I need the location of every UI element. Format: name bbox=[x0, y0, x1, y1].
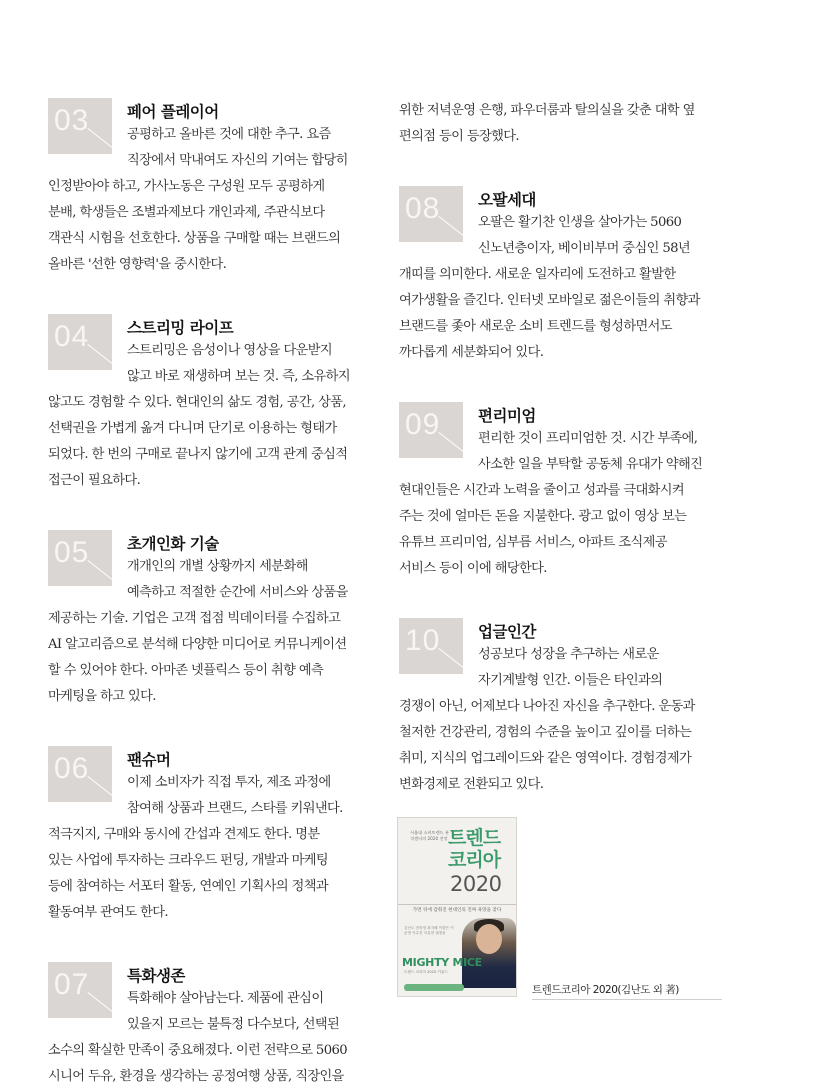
entry-line: 제공하는 기술. 기업은 고객 접점 빅데이터를 수집하고 bbox=[48, 611, 341, 626]
entry-line: 활동여부 관여도 한다. bbox=[48, 905, 169, 920]
entry-line: 변화경제로 전환되고 있다. bbox=[399, 777, 544, 792]
entry-line: 브랜드를 좇아 새로운 소비 트렌드를 형성하면서도 bbox=[399, 319, 672, 334]
book-cover-band bbox=[404, 984, 464, 991]
entry-line: 할 수 있어야 한다. 아마존 넷플릭스 등이 취향 예측 bbox=[48, 663, 324, 678]
entry-line: 경쟁이 아닌, 어제보다 나아진 자신을 추구한다. 운동과 bbox=[399, 699, 695, 714]
keyword-entry bbox=[399, 186, 724, 366]
keyword-entry bbox=[48, 98, 373, 278]
keyword-entry bbox=[399, 618, 724, 798]
entry-title: 스트리밍 라이프 bbox=[127, 319, 234, 337]
entry-line: 않고 바로 재생하며 보는 것. 즉, 소유하지 bbox=[127, 369, 350, 384]
entry-title: 팬슈머 bbox=[127, 751, 171, 769]
book-cover-small-text: 서울대 소비트렌드 분석센터의 2020 전망 bbox=[410, 830, 450, 841]
number-box bbox=[48, 746, 112, 802]
keyword-entry bbox=[48, 530, 373, 710]
entry-line: 있을지 모르는 불특정 다수보다, 선택된 bbox=[127, 1017, 340, 1032]
number-box bbox=[48, 530, 112, 586]
number-box bbox=[48, 98, 112, 154]
entry-number: 07 bbox=[54, 968, 90, 1001]
entry-title: 페어 플레이어 bbox=[127, 103, 219, 121]
book-cover-authors: 김난도 전미영 최지혜 이향은 이준영 이수진 서유현 권정윤 bbox=[404, 926, 454, 935]
entry-number: 08 bbox=[405, 192, 441, 225]
entry-line: 신노년층이자, 베이비부머 중심인 58년 bbox=[478, 241, 691, 256]
continued-line: 편의점 등이 등장했다. bbox=[399, 129, 520, 144]
entry-line: 개개인의 개별 상황까지 세분화해 bbox=[127, 559, 308, 574]
entry-line: 취미, 지식의 업그레이드와 같은 영역이다. 경험경제가 bbox=[399, 751, 692, 766]
entry-number: 10 bbox=[405, 624, 441, 657]
entry-line: 등에 참여하는 서포터 활동, 연예인 기획사의 정책과 bbox=[48, 879, 329, 894]
entry-line: 특화해야 살아남는다. 제품에 관심이 bbox=[127, 991, 324, 1006]
entry-line: 개띠를 의미한다. 새로운 일자리에 도전하고 활발한 bbox=[399, 267, 676, 282]
entry-line: 유튜브 프리미엄, 심부름 서비스, 아파트 조식제공 bbox=[399, 535, 667, 550]
entry-number: 09 bbox=[405, 408, 441, 441]
book-cover-year: 2020 bbox=[450, 872, 502, 896]
number-box bbox=[48, 314, 112, 370]
entry-line: 예측하고 적절한 순간에 서비스와 상품을 bbox=[127, 585, 348, 600]
entry-line: 객관식 시험을 선호한다. 상품을 구매할 때는 브랜드의 bbox=[48, 231, 341, 246]
entry-line: 참여해 상품과 브랜드, 스타를 키워낸다. bbox=[127, 801, 343, 816]
entry-title: 초개인화 기술 bbox=[127, 535, 219, 553]
number-box-slash bbox=[438, 648, 463, 673]
number-box-slash bbox=[438, 432, 463, 457]
entry-title: 특화생존 bbox=[127, 967, 185, 985]
entry-line: 여가생활을 즐긴다. 인터넷 모바일로 젊은이들의 취향과 bbox=[399, 293, 700, 308]
entry-line: 서비스 등이 이에 해당한다. bbox=[399, 561, 547, 576]
entry-line: 현대인들은 시간과 노력을 줄이고 성과를 극대화시켜 bbox=[399, 483, 685, 498]
entry-line: 분배, 학생들은 조별과제보다 개인과제, 주관식보다 bbox=[48, 205, 325, 220]
entry-line: 성공보다 성장을 추구하는 새로운 bbox=[478, 647, 659, 662]
number-box bbox=[399, 186, 463, 242]
entry-line: 이제 소비자가 직접 투자, 제조 과정에 bbox=[127, 775, 331, 790]
entry-number: 05 bbox=[54, 536, 90, 569]
book-cover-title-line2: 코리아 bbox=[448, 849, 501, 871]
book-cover-brand: MIGHTY MICE bbox=[402, 956, 482, 969]
book-cover-title-line1: 트렌드 bbox=[448, 827, 501, 849]
keyword-entry bbox=[399, 402, 724, 582]
entry-line: 까다롭게 세분화되어 있다. bbox=[399, 345, 544, 360]
entry-number: 06 bbox=[54, 752, 90, 785]
left-column bbox=[48, 98, 373, 1090]
continued-line: 위한 저녁운영 은행, 파우더룸과 탈의실을 갖춘 대학 옆 bbox=[399, 103, 695, 118]
book-cover-divider bbox=[398, 904, 516, 905]
book-cover-tagline: 가면 뒤에 감춰진 현대인의 진짜 욕망을 찾다 bbox=[412, 908, 502, 913]
entry-line: 되었다. 한 번의 구매로 끝나지 않기에 고객 관계 중심적 bbox=[48, 447, 348, 462]
entry-number: 03 bbox=[54, 104, 90, 137]
caption-underline bbox=[532, 999, 722, 1000]
number-box-slash bbox=[87, 776, 112, 801]
keyword-entry bbox=[48, 746, 373, 926]
right-column bbox=[399, 98, 724, 798]
entry-line: 사소한 일을 부탁할 공동체 유대가 약해진 bbox=[478, 457, 703, 472]
book-cover-image bbox=[398, 818, 516, 996]
number-box bbox=[399, 402, 463, 458]
entry-line: 선택권을 가볍게 옮겨 다니며 단기로 이용하는 형태가 bbox=[48, 421, 337, 436]
number-box-slash bbox=[87, 560, 112, 585]
number-box-slash bbox=[87, 344, 112, 369]
entry-line: 오팔은 활기찬 인생을 살아가는 5060 bbox=[478, 215, 682, 230]
number-box bbox=[399, 618, 463, 674]
entry-number: 04 bbox=[54, 320, 90, 353]
entry-line: 스트리밍은 음성이나 영상을 다운받지 bbox=[127, 343, 333, 358]
entry-line: 공평하고 올바른 것에 대한 추구. 요즘 bbox=[127, 127, 331, 142]
entry-line: 적극지지, 구매와 동시에 간섭과 견제도 한다. 명분 bbox=[48, 827, 320, 842]
entry-line: 않고도 경험할 수 있다. 현대인의 삶도 경험, 공간, 상품, bbox=[48, 395, 347, 410]
entry-line: 시니어 두유, 환경을 생각하는 공정여행 상품, 직장인을 bbox=[48, 1069, 344, 1084]
entry-line: 인정받아야 하고, 가사노동은 구성원 모두 공평하게 bbox=[48, 179, 325, 194]
book-cover-author-face bbox=[476, 924, 502, 954]
entry-line: AI 알고리즘으로 분석해 다양한 미디어로 커뮤니케이션 bbox=[48, 637, 347, 652]
entry-line: 주는 것에 얼마든 돈을 지불한다. 광고 없이 영상 보는 bbox=[399, 509, 687, 524]
keyword-entry bbox=[48, 962, 373, 1090]
entry-title: 업글인간 bbox=[478, 623, 536, 641]
entry-line: 접근이 필요하다. bbox=[48, 473, 141, 488]
number-box-slash bbox=[438, 216, 463, 241]
book-caption: 트렌드코리아 2020(김난도 외 著) bbox=[532, 984, 679, 996]
entry-title: 편리미엄 bbox=[478, 407, 536, 425]
keyword-entry bbox=[48, 314, 373, 494]
entry-line: 있는 사업에 투자하는 크라우드 펀딩, 개발과 마케팅 bbox=[48, 853, 329, 868]
entry-line: 직장에서 막내여도 자신의 기여는 합당히 bbox=[127, 153, 348, 168]
entry-line: 철저한 건강관리, 경험의 수준을 높이고 깊이를 더하는 bbox=[399, 725, 692, 740]
entry-line: 마케팅을 하고 있다. bbox=[48, 689, 156, 704]
number-box-slash bbox=[87, 992, 112, 1017]
book-cover-desc: 트렌드 코리아 2020 키워드 bbox=[404, 970, 448, 974]
number-box-slash bbox=[87, 128, 112, 153]
entry-line: 자기계발형 인간. 이들은 타인과의 bbox=[478, 673, 663, 688]
number-box bbox=[48, 962, 112, 1018]
entry-title: 오팔세대 bbox=[478, 191, 536, 209]
entry-line: 올바른 '선한 영향력'을 중시한다. bbox=[48, 257, 227, 272]
entry-line: 소수의 확실한 만족이 중요해졌다. 이런 전략으로 5060 bbox=[48, 1043, 348, 1058]
entry-line: 편리한 것이 프리미엄한 것. 시간 부족에, bbox=[478, 431, 698, 446]
